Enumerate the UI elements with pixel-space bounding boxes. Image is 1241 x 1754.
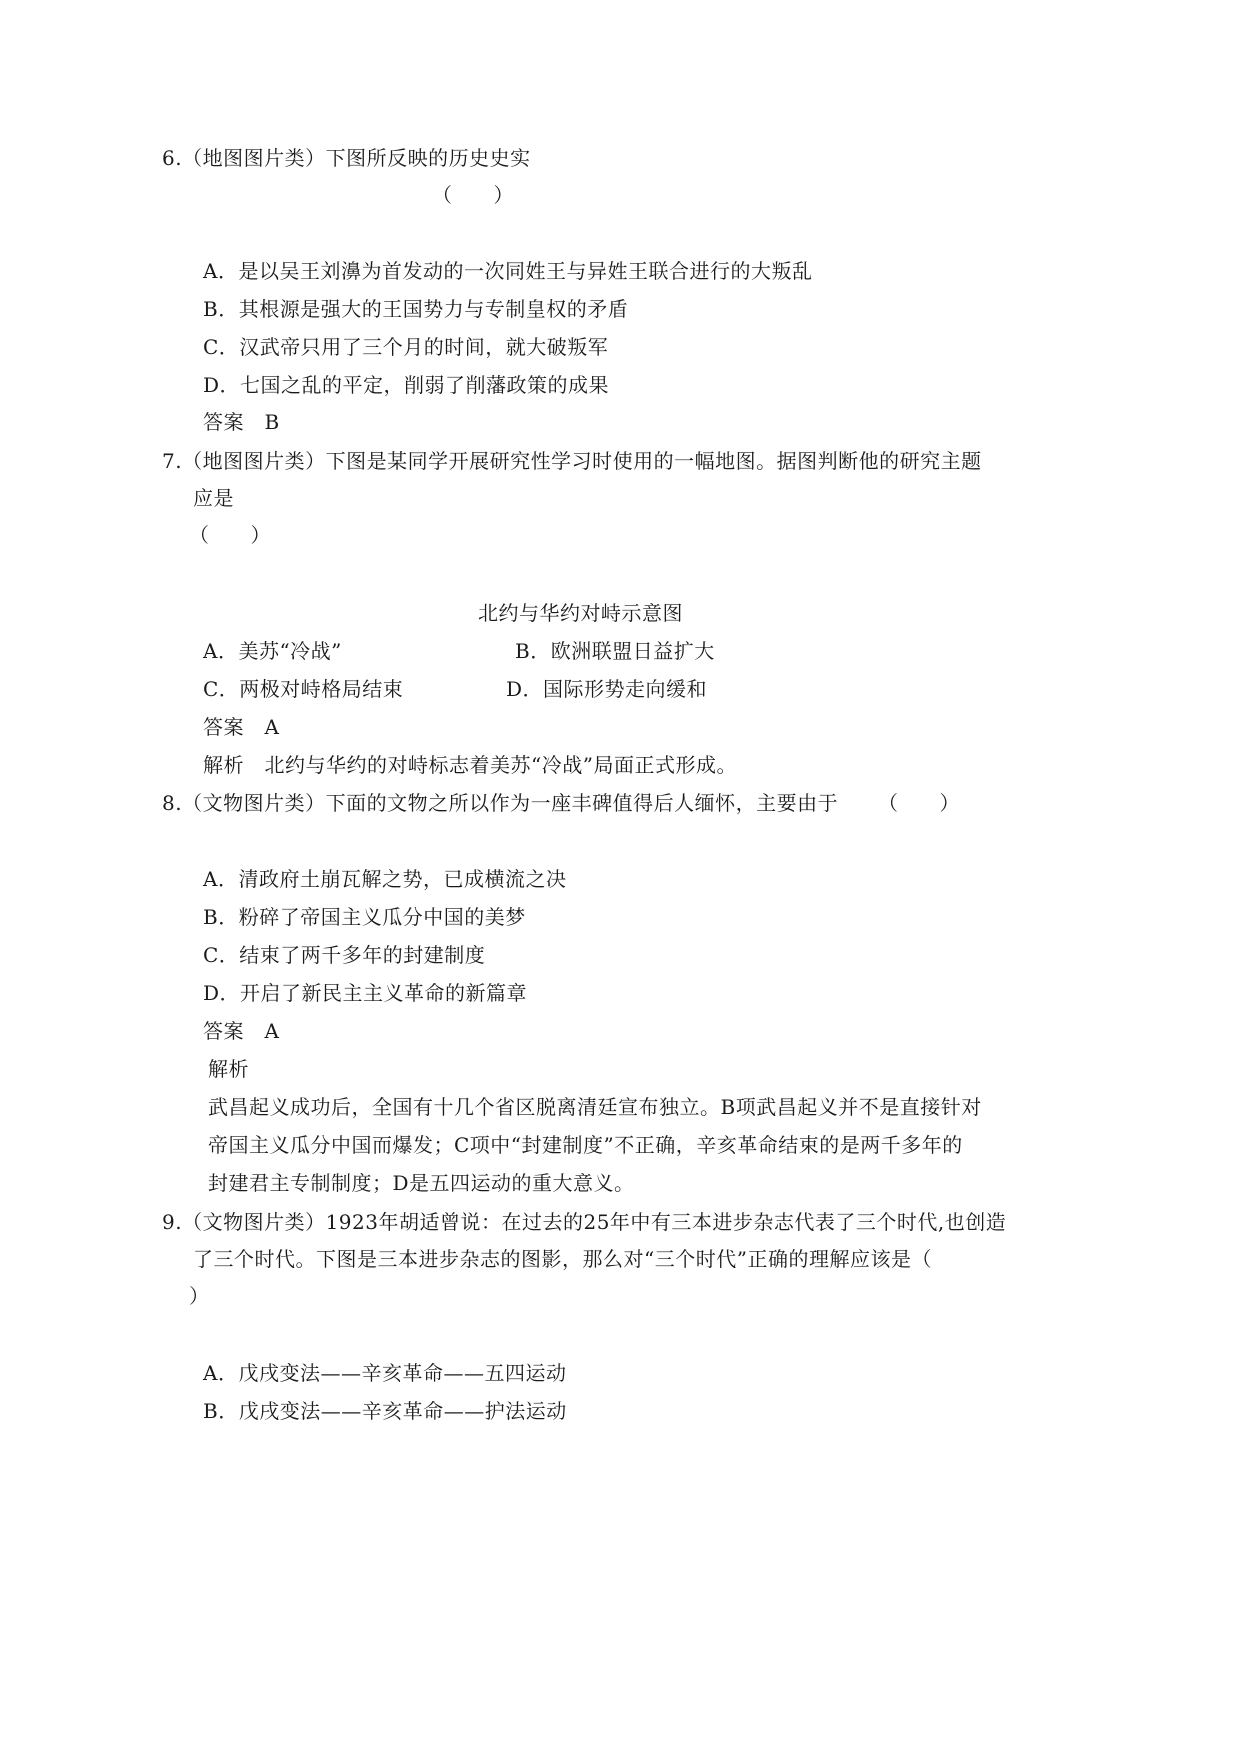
q8-option-b: B．粉碎了帝国主义瓜分中国的美梦 [203, 905, 526, 929]
q8-analysis-line-2: 帝国主义瓜分中国而爆发；C项中“封建制度”不正确，辛亥革命结束的是两千多年的 [208, 1133, 963, 1157]
q8-analysis-label: 解析 [208, 1057, 249, 1081]
q9-stem: 9.（文物图片类）1923年胡适曾说：在过去的25年中有三本进步杂志代表了三个时代,也创造 [162, 1210, 1007, 1234]
q7-answer: 答案 A [203, 715, 280, 739]
q6-option-c: C．汉武帝只用了三个月的时间，就大破叛军 [203, 335, 609, 359]
q7-option-b: B．欧洲联盟日益扩大 [515, 639, 715, 663]
q9-option-a: A．戊戌变法——辛亥革命——五四运动 [203, 1361, 567, 1385]
q8-option-a: A．清政府土崩瓦解之势，已成横流之决 [203, 867, 567, 891]
q7-answer-paren: （ ） [189, 523, 271, 547]
q7-map-caption: 北约与华约对峙示意图 [478, 601, 683, 625]
q7-option-c: C．两极对峙格局结束 [203, 677, 404, 701]
q8-answer: 答案 A [203, 1019, 280, 1043]
q9-option-b: B．戊戌变法——辛亥革命——护法运动 [203, 1399, 567, 1423]
q6-option-d: D．七国之乱的平定，削弱了削藩政策的成果 [203, 373, 610, 397]
q7-stem-continued: 应是 [193, 486, 234, 510]
q8-option-c: C．结束了两千多年的封建制度 [203, 943, 486, 967]
q6-option-a: A．是以吴王刘濞为首发动的一次同姓王与异姓王联合进行的大叛乱 [203, 259, 813, 283]
q7-stem: 7.（地图图片类）下图是某同学开展研究性学习时使用的一幅地图。据图判断他的研究主题 [162, 449, 982, 473]
q6-answer: 答案 B [203, 410, 280, 434]
q8-answer-paren: （ ） [878, 791, 960, 815]
q6-stem: 6.（地图图片类）下图所反映的历史史实 [162, 146, 531, 170]
q6-answer-paren: （ ） [432, 183, 514, 207]
q6-option-b: B．其根源是强大的王国势力与专制皇权的矛盾 [203, 297, 629, 321]
q9-stem-closing-paren: ） [189, 1284, 210, 1308]
q7-option-a: A．美苏“冷战” [203, 639, 342, 663]
q7-analysis: 解析 北约与华约的对峙标志着美苏“冷战”局面正式形成。 [203, 753, 737, 777]
q7-option-d: D．国际形势走向缓和 [506, 677, 708, 701]
q8-analysis-line-1: 武昌起义成功后，全国有十几个省区脱离清廷宣布独立。B项武昌起义并不是直接针对 [208, 1095, 982, 1119]
q8-analysis-line-3: 封建君主专制制度；D是五四运动的重大意义。 [208, 1171, 635, 1195]
q9-stem-continued: 了三个时代。下图是三本进步杂志的图影，那么对“三个时代”正确的理解应该是（ [193, 1247, 932, 1271]
q8-stem: 8.（文物图片类）下面的文物之所以作为一座丰碑值得后人缅怀，主要由于 [162, 791, 839, 815]
q8-option-d: D．开启了新民主主义革命的新篇章 [203, 981, 528, 1005]
